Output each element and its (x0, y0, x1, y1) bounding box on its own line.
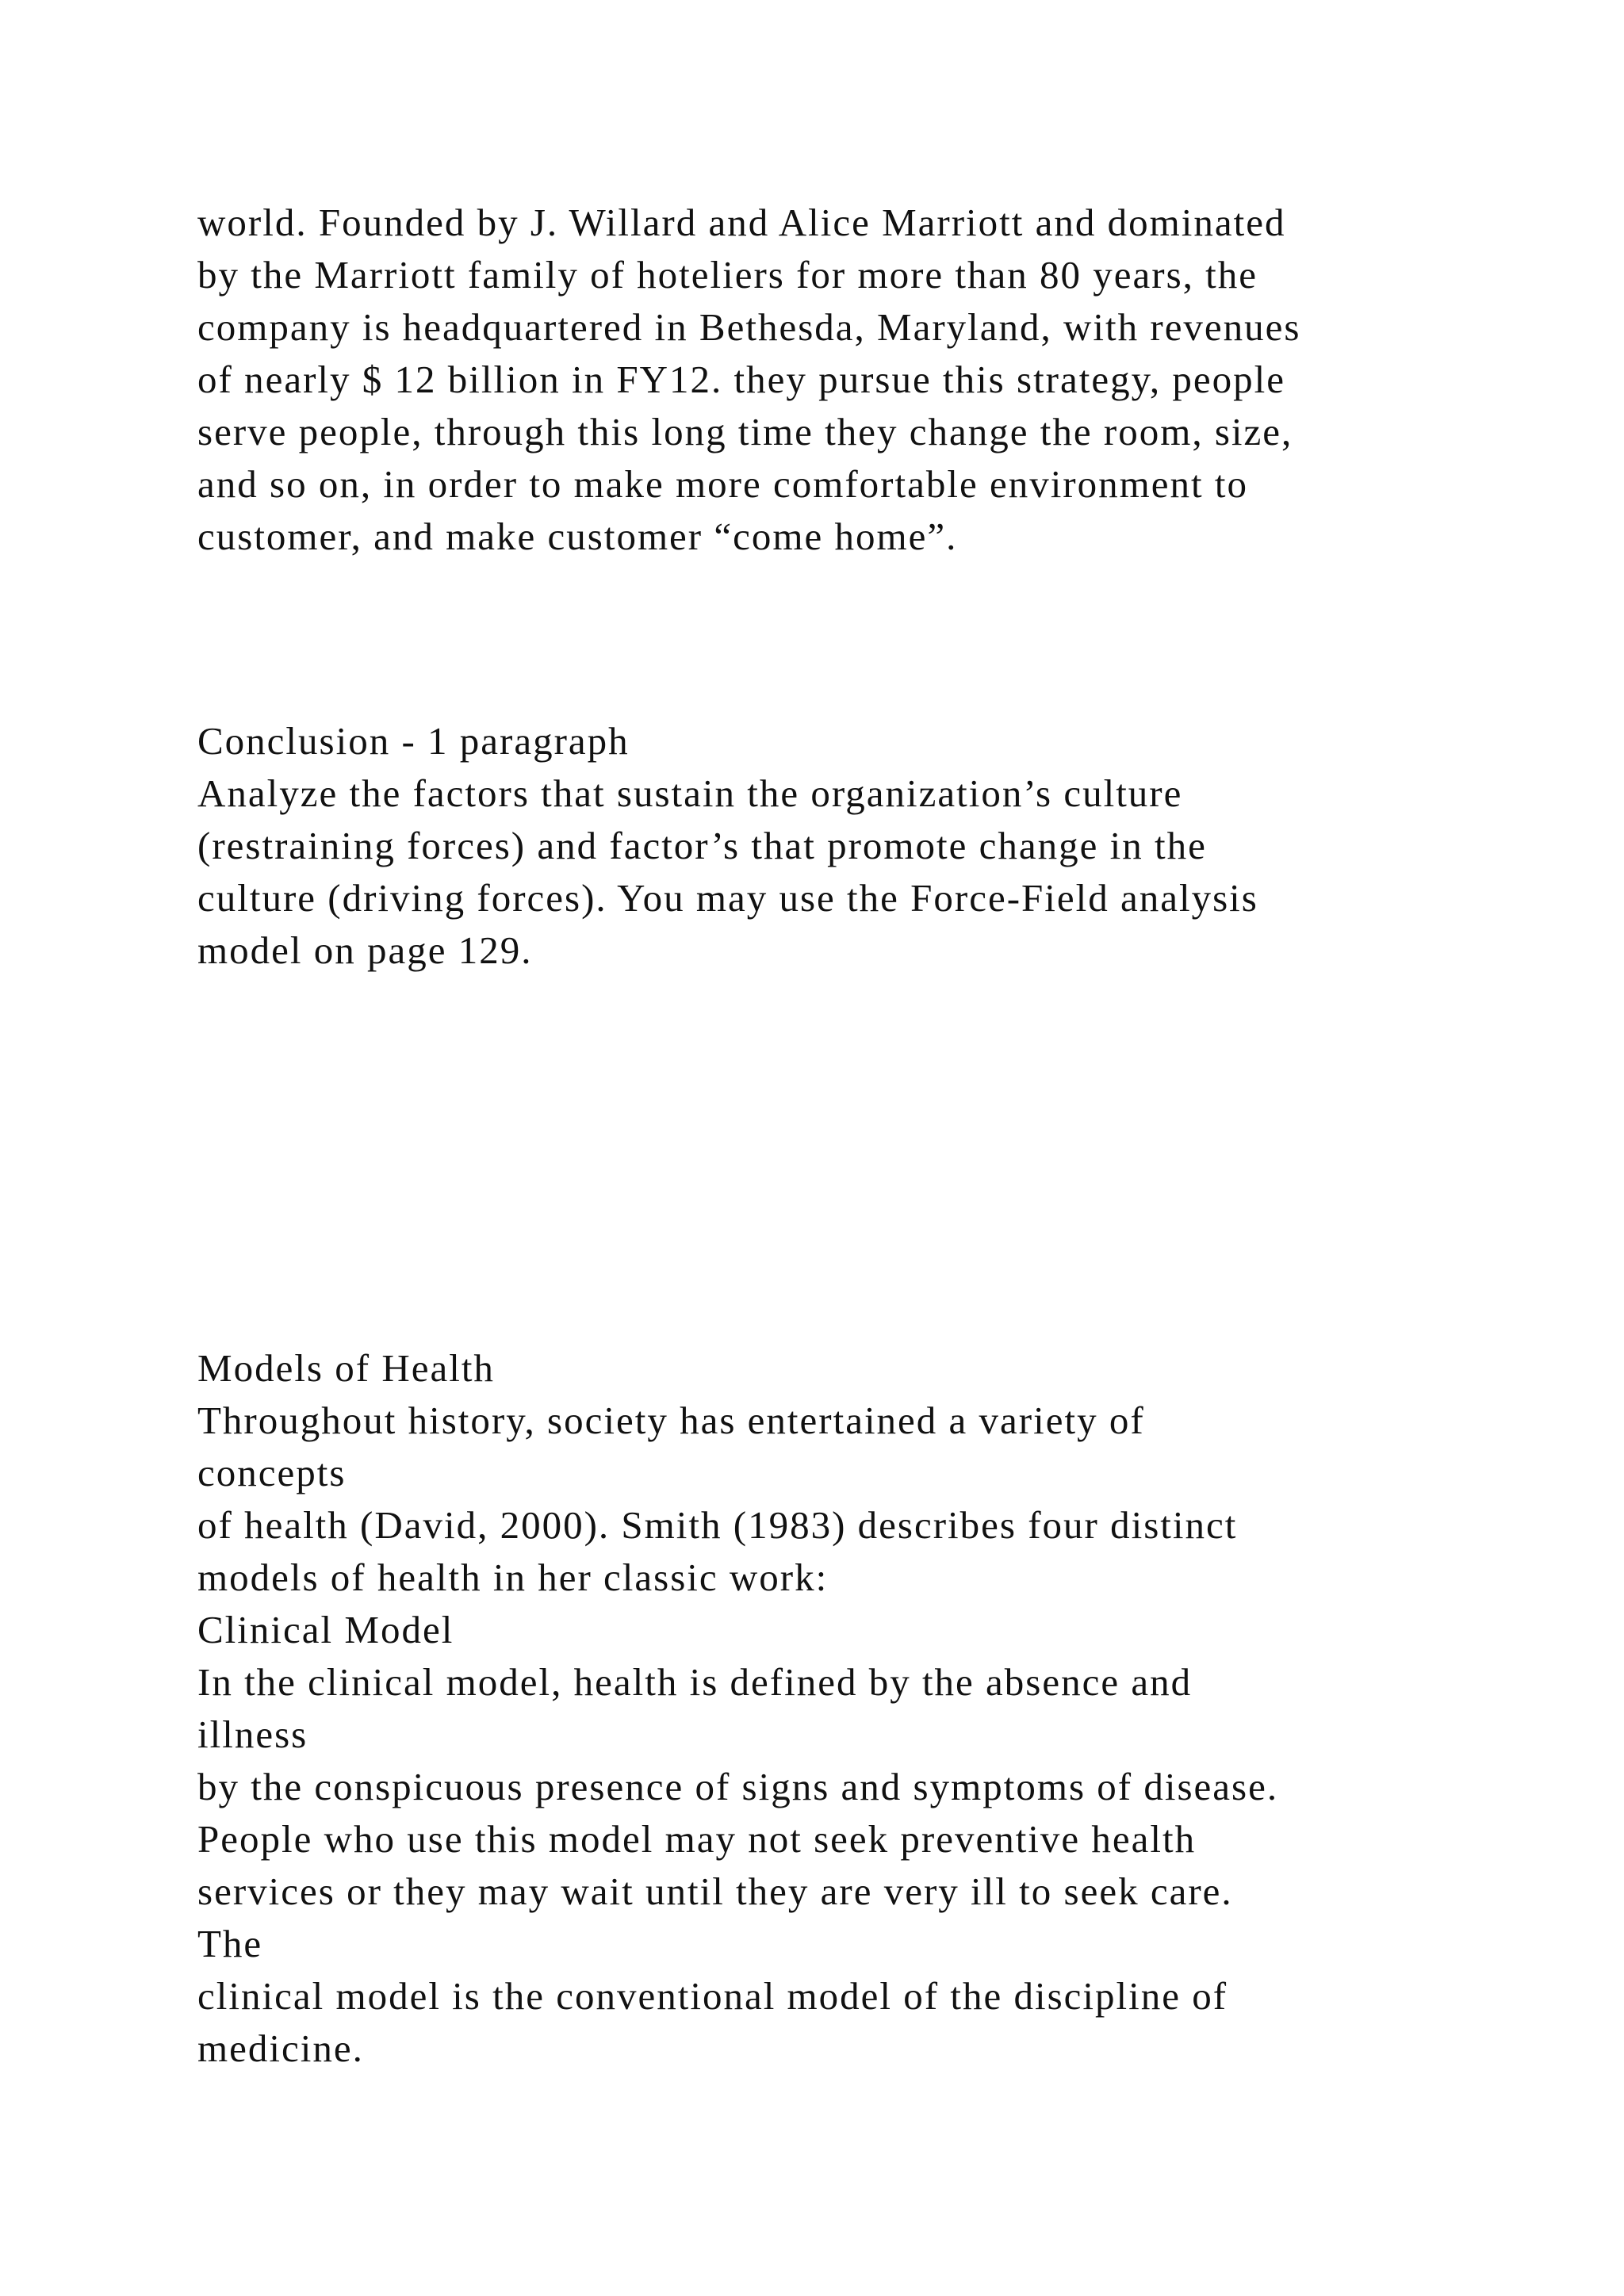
text-line: and so on, in order to make more comfortable environment to (197, 462, 1248, 506)
text-line: Throughout history, society has entertained a variety of (197, 1399, 1145, 1442)
text-line: models of health in her classic work: (197, 1556, 829, 1599)
text-line: People who use this model may not seek preventive health (197, 1817, 1197, 1861)
text-line: model on page 129. (197, 928, 533, 972)
text-line: clinical model is the conventional model of the discipline of (197, 1974, 1228, 2018)
text-line: by the Marriott family of hoteliers for more than 80 years, the (197, 253, 1258, 297)
text-line: of health (David, 2000). Smith (1983) describes four distinct (197, 1503, 1238, 1547)
conclusion-section (197, 715, 1466, 977)
text-line: In the clinical model, health is defined by the absence and (197, 1660, 1193, 1704)
text-line: serve people, through this long time they change the room, size, (197, 410, 1293, 453)
text-line: company is headquartered in Bethesda, Maryland, with revenues (197, 305, 1301, 349)
text-line: of nearly $ 12 billion in FY12. they pursue this strategy, people (197, 358, 1286, 401)
intro-paragraph (197, 197, 1466, 563)
text-line: (restraining forces) and factor’s that promote change in the (197, 824, 1207, 867)
text-line: concepts (197, 1451, 347, 1494)
models-of-health-section (197, 1342, 1466, 2075)
text-line: culture (driving forces). You may use the Force-Field analysis (197, 876, 1258, 920)
text-line: customer, and make customer “come home”. (197, 515, 958, 558)
section-heading: Models of Health (197, 1346, 495, 1390)
text-line: services or they may wait until they are very ill to seek care. (197, 1869, 1233, 1913)
section-heading: Conclusion - 1 paragraph (197, 719, 630, 763)
text-line: The (197, 1922, 263, 1965)
text-line: Analyze the factors that sustain the organization’s culture (197, 771, 1183, 815)
text-line: world. Founded by J. Willard and Alice Marriott and dominated (197, 201, 1286, 244)
text-line: illness (197, 1712, 308, 1756)
subsection-heading: Clinical Model (197, 1608, 454, 1651)
text-line: medicine. (197, 2026, 364, 2070)
text-line: by the conspicuous presence of signs and symptoms of disease. (197, 1765, 1279, 1808)
